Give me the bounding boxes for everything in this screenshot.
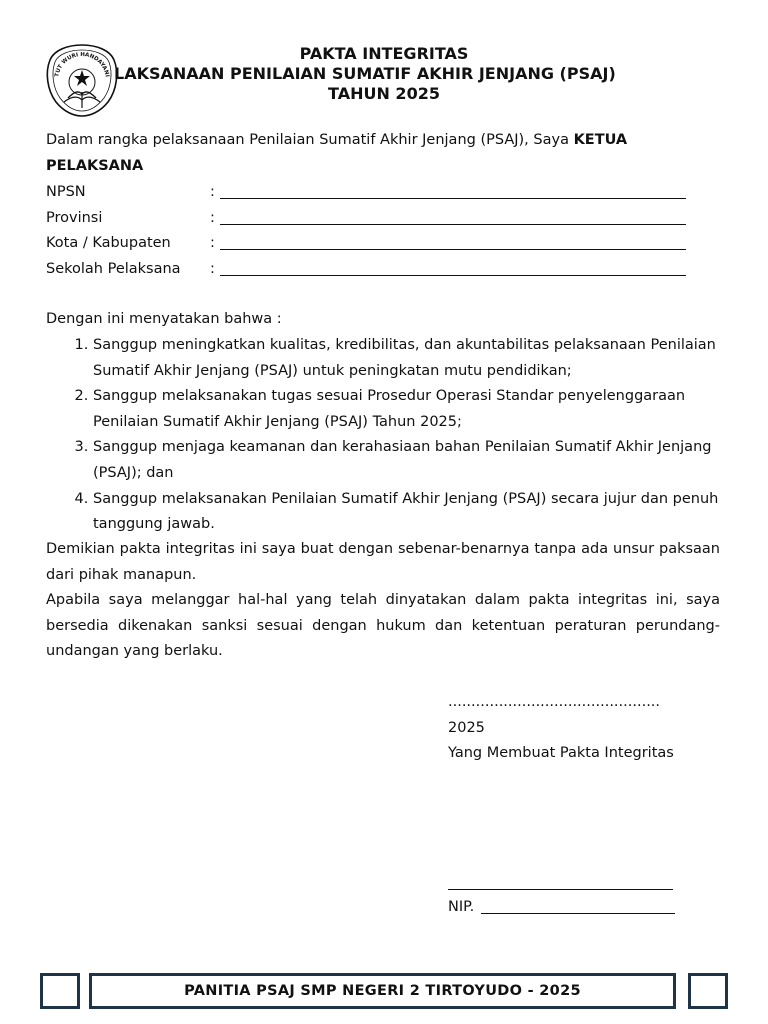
field-label: Kota / Kabupaten: [46, 235, 171, 251]
field-colon: :: [210, 235, 215, 251]
closing-paragraph: Demikian pakta integritas ini saya buat dengan sebenar-benarnya tanpa ada unsur paksaan dari pihak manapun.: [46, 541, 720, 583]
signature-title: Yang Membuat Pakta Integritas: [448, 745, 674, 761]
signature-name-line[interactable]: [448, 889, 673, 890]
field-blank-line[interactable]: [220, 224, 686, 225]
footer-left-box: [40, 973, 80, 1009]
field-blank-line[interactable]: [220, 249, 686, 250]
field-blank-line[interactable]: [220, 198, 686, 199]
sanction-paragraph: Apabila saya melanggar hal-hal yang telah dinyatakan dalam pakta integritas ini, saya bersedia dikenakan sanksi sesuai dengan hukum dan ketentuan peraturan perundang-undangan yang berlaku.: [46, 592, 720, 660]
field-label: Sekolah Pelaksana: [46, 261, 181, 277]
field-label: NPSN: [46, 184, 86, 200]
footer-banner: PANITIA PSAJ SMP NEGERI 2 TIRTOYUDO - 2025: [89, 973, 676, 1009]
page-subtitle: LAKSANAAN PENILAIAN SUMATIF AKHIR JENJANG (PSAJ): [114, 64, 616, 83]
field-kota-kabupaten[interactable]: [46, 230, 686, 256]
field-blank-line[interactable]: [220, 275, 686, 276]
signature-year: 2025: [448, 720, 485, 736]
intro-paragraph: [46, 128, 720, 179]
page-year-title: TAHUN 2025: [328, 84, 440, 103]
field-provinsi[interactable]: [46, 205, 686, 231]
logo-arc-text: TUT WURI HANDAYANI: [54, 51, 110, 78]
field-colon: :: [210, 210, 215, 226]
intro-role: KETUA PELAKSANA: [46, 132, 628, 174]
declaration-intro: Dengan ini menyatakan bahwa :: [46, 311, 282, 327]
field-sekolah-pelaksana[interactable]: [46, 256, 686, 282]
nip-label: NIP.: [448, 899, 475, 915]
intro-text: Dalam rangka pelaksanaan Penilaian Sumatif Akhir Jenjang (PSAJ), Saya: [46, 132, 574, 148]
list-item: 1. Sanggup meningkatkan kualitas, kredibilitas, dan akuntabilitas pelaksanaan Penilaian Sumatif Akhir Jenjang (PSAJ) untuk peningkatan mutu pendidikan;: [93, 333, 720, 384]
nip-blank-line[interactable]: [481, 913, 675, 914]
list-item: 4. Sanggup melaksanakan Penilaian Sumatif Akhir Jenjang (PSAJ) secara jujur dan penuh tanggung jawab.: [93, 487, 720, 538]
declaration-list: [46, 333, 720, 538]
field-colon: :: [210, 261, 215, 277]
field-npsn[interactable]: [46, 179, 686, 205]
list-item: 3. Sanggup menjaga keamanan dan kerahasiaan bahan Penilaian Sumatif Akhir Jenjang (PSAJ); dan: [93, 435, 720, 486]
field-colon: :: [210, 184, 215, 200]
footer-right-box: [688, 973, 728, 1009]
page-title: PAKTA INTEGRITAS: [299, 44, 469, 63]
list-item: 2. Sanggup melaksanakan tugas sesuai Prosedur Operasi Standar penyelenggaraan Penilaian Sumatif Akhir Jenjang (PSAJ) Tahun 2025;: [93, 384, 720, 435]
field-label: Provinsi: [46, 210, 103, 226]
place-date-blank[interactable]: ..............................................: [448, 694, 661, 710]
